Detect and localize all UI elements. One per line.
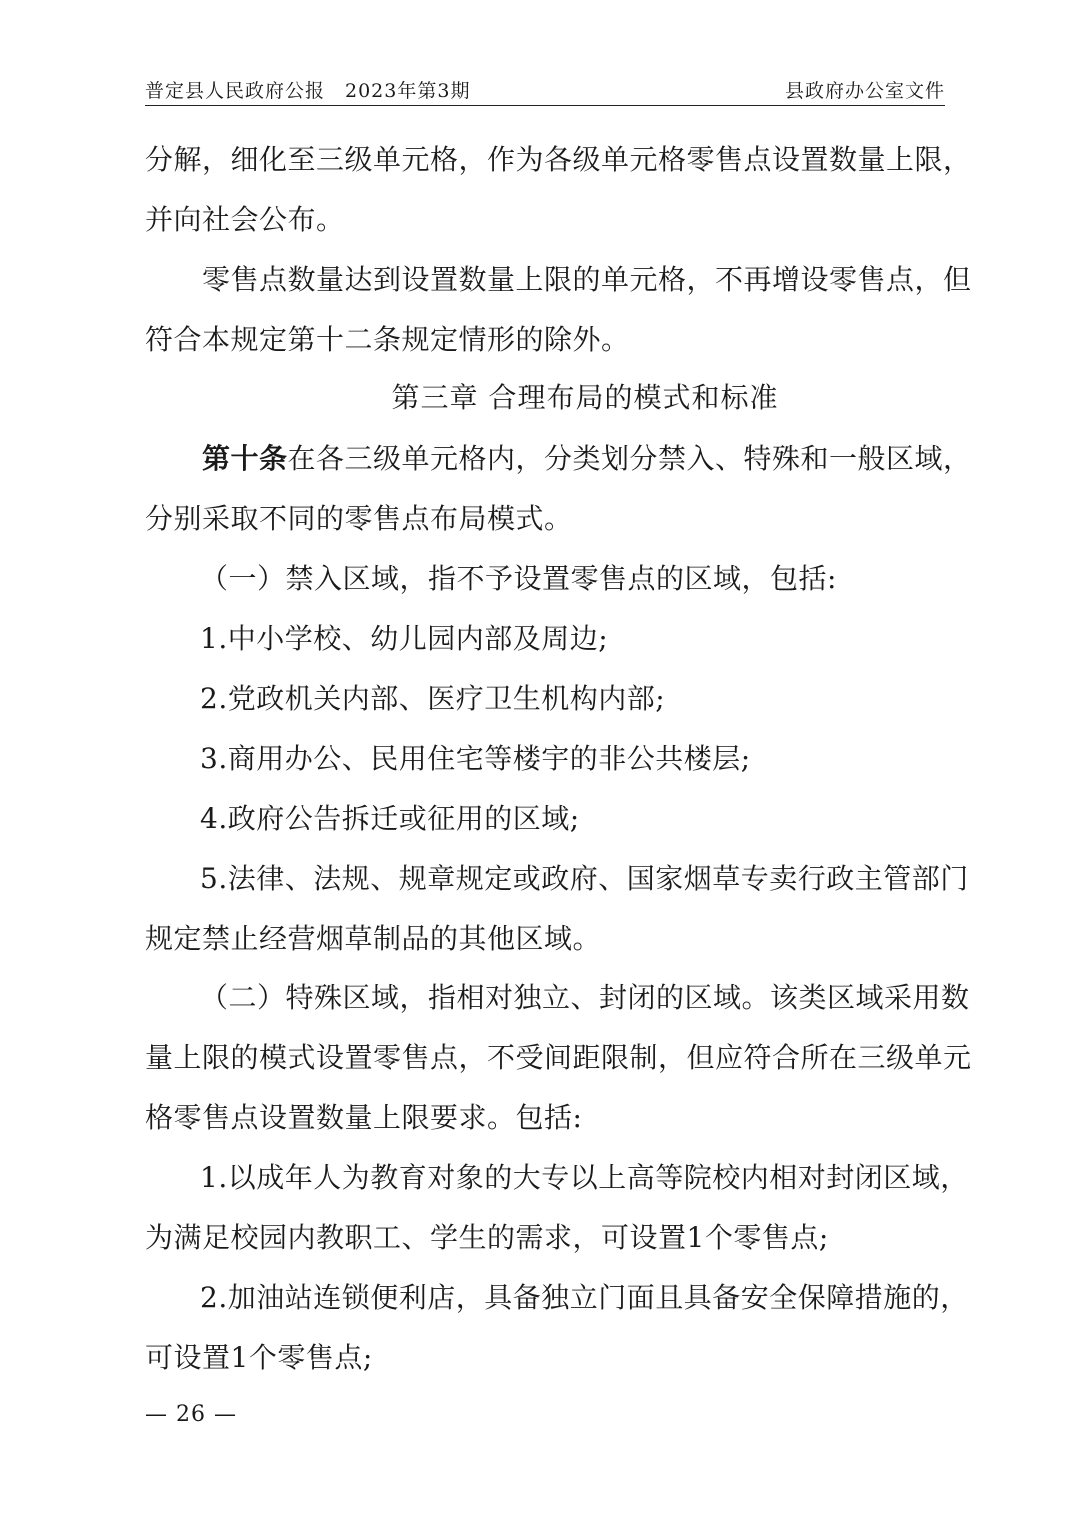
paragraph-line: 零售点数量达到设置数量上限的单元格，不再增设零售点，但	[202, 263, 972, 296]
list-item: 2.加油站连锁便利店，具备独立门面且具备安全保障措施的，	[200, 1281, 969, 1314]
chapter-title: 第三章 合理布局的模式和标准	[391, 381, 779, 414]
header-publication: 普定县人民政府公报 2023年第3期	[145, 80, 471, 102]
list-item-continued: 可设置1个零售点;	[145, 1341, 373, 1374]
paragraph-line: 分别采取不同的零售点布局模式。	[145, 502, 573, 535]
article-label: 第十条	[202, 442, 288, 475]
list-item: 1.中小学校、幼儿园内部及周边;	[200, 622, 609, 655]
paragraph-line: 符合本规定第十二条规定情形的除外。	[145, 323, 630, 356]
list-item-continued: 规定禁止经营烟草制品的其他区域。	[145, 922, 602, 955]
paragraph-line: 量上限的模式设置零售点，不受间距限制，但应符合所在三级单元	[145, 1041, 972, 1074]
article-text: 在各三级单元格内，分类划分禁入、特殊和一般区域，	[287, 442, 972, 475]
header-section: 县政府办公室文件	[784, 80, 945, 102]
paragraph-line: 并向社会公布。	[145, 203, 345, 236]
article-10-line	[202, 442, 972, 476]
list-item: 4.政府公告拆迁或征用的区域;	[200, 802, 580, 835]
list-item: 5.法律、法规、规章规定或政府、国家烟草专卖行政主管部门	[200, 862, 969, 895]
page-number: — 26 —	[145, 1402, 237, 1427]
section-title: （二）特殊区域，指相对独立、封闭的区域。该类区域采用数	[200, 981, 970, 1014]
list-item: 1.以成年人为教育对象的大专以上高等院校内相对封闭区域，	[200, 1161, 969, 1194]
section-title: （一）禁入区域，指不予设置零售点的区域，包括:	[200, 562, 837, 595]
list-item-continued: 为满足校园内教职工、学生的需求，可设置1个零售点;	[145, 1221, 829, 1254]
paragraph-line: 格零售点设置数量上限要求。包括:	[145, 1101, 583, 1134]
header-rule	[145, 105, 945, 106]
list-item: 2.党政机关内部、医疗卫生机构内部;	[200, 682, 666, 715]
list-item: 3.商用办公、民用住宅等楼宇的非公共楼层;	[200, 742, 751, 775]
paragraph-line: 分解，细化至三级单元格，作为各级单元格零售点设置数量上限，	[145, 143, 972, 176]
page-header	[145, 76, 945, 106]
